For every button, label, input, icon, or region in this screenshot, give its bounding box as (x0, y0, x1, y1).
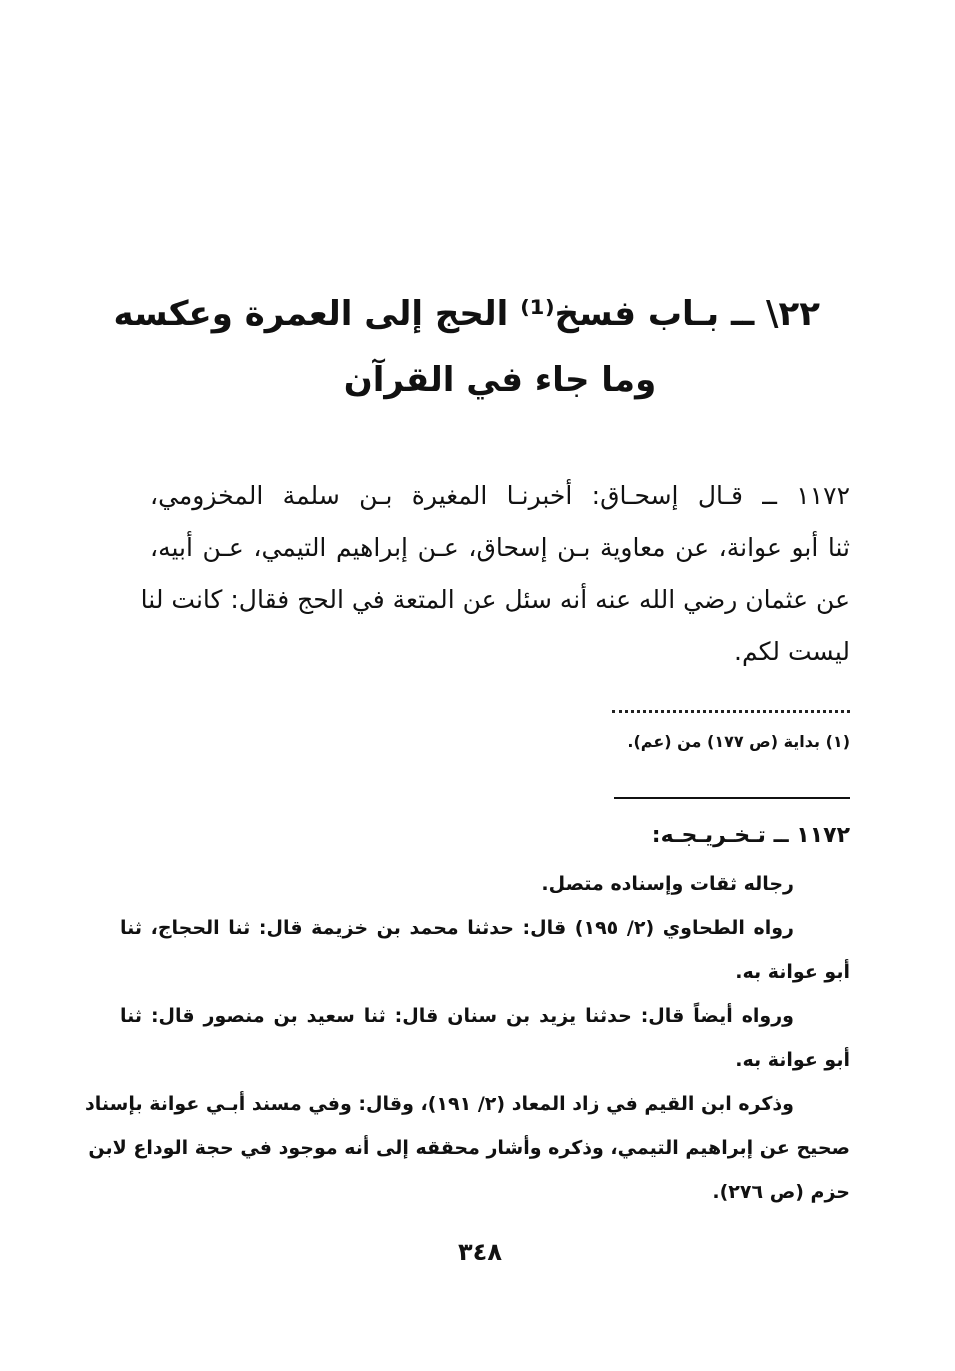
takhrij-line: حزم (ص ٢٧٦). (712, 1181, 850, 1203)
takhrij-line: أبو عوانة به. (735, 961, 850, 983)
takhrij-paragraph (120, 906, 850, 994)
hadith-line: ثنا أبو عوانة، عن معاوية بـن إسحاق، عـن إبراهيم التيمي، عـن أبيه، (150, 533, 850, 562)
takhrij-line: وذكره ابن القيم في زاد المعاد (٢/ ١٩١)، وقال: وفي مسند أبـي عوانة بإسناد (85, 1093, 794, 1115)
hadith-text (140, 470, 850, 678)
takhrij-line: رواه الطحاوي (٢/ ١٩٥) قال: حدثنا محمد بن خزيمة قال: ثنا الحجاج، ثنا (120, 917, 794, 939)
takhrij-paragraph (120, 994, 850, 1082)
hadith-line: ١١٧٢ ــ قـال إسحـاق: أخبرنـا المغيرة بـن سلمة المخزومي، (150, 481, 850, 510)
chapter-title-line-1: ٢٢\ ــ بـاب فسخ⁽¹⁾ الحج إلى العمرة وعكسه (113, 294, 820, 334)
takhrij-divider (614, 797, 850, 799)
chapter-title-line-2: وما جاء في القرآن (343, 360, 657, 400)
takhrij-line: أبو عوانة به. (735, 1049, 850, 1071)
takhrij-line: ورواه أيضاً قال: حدثنا يزيد بن سنان قال: ثنا سعيد بن منصور قال: ثنا (120, 1005, 794, 1027)
takhrij-heading: ١١٧٢ ــ تـخـريـجـه: (651, 823, 850, 848)
takhrij-line: صحيح عن إبراهيم التيمي، وذكره وأشار محققه إلى أنه موجود في حجة الوداع لابن (88, 1137, 850, 1159)
hadith-line: عن عثمان رضي الله عنه أنه سئل عن المتعة في الحج فقال: كانت لنا (140, 585, 850, 614)
takhrij-paragraph (85, 1082, 850, 1214)
hadith-line: ليست لكم. (734, 637, 850, 666)
takhrij-paragraph (120, 862, 850, 906)
footnote: (١) بداية (ص ١٧٧) من (عم). (627, 732, 850, 751)
page-number: ٣٤٨ (458, 1238, 502, 1266)
footnote-separator (612, 696, 850, 713)
takhrij-line: رجاله ثقات وإسناده متصل. (541, 873, 794, 895)
takhrij-body (85, 862, 850, 1214)
